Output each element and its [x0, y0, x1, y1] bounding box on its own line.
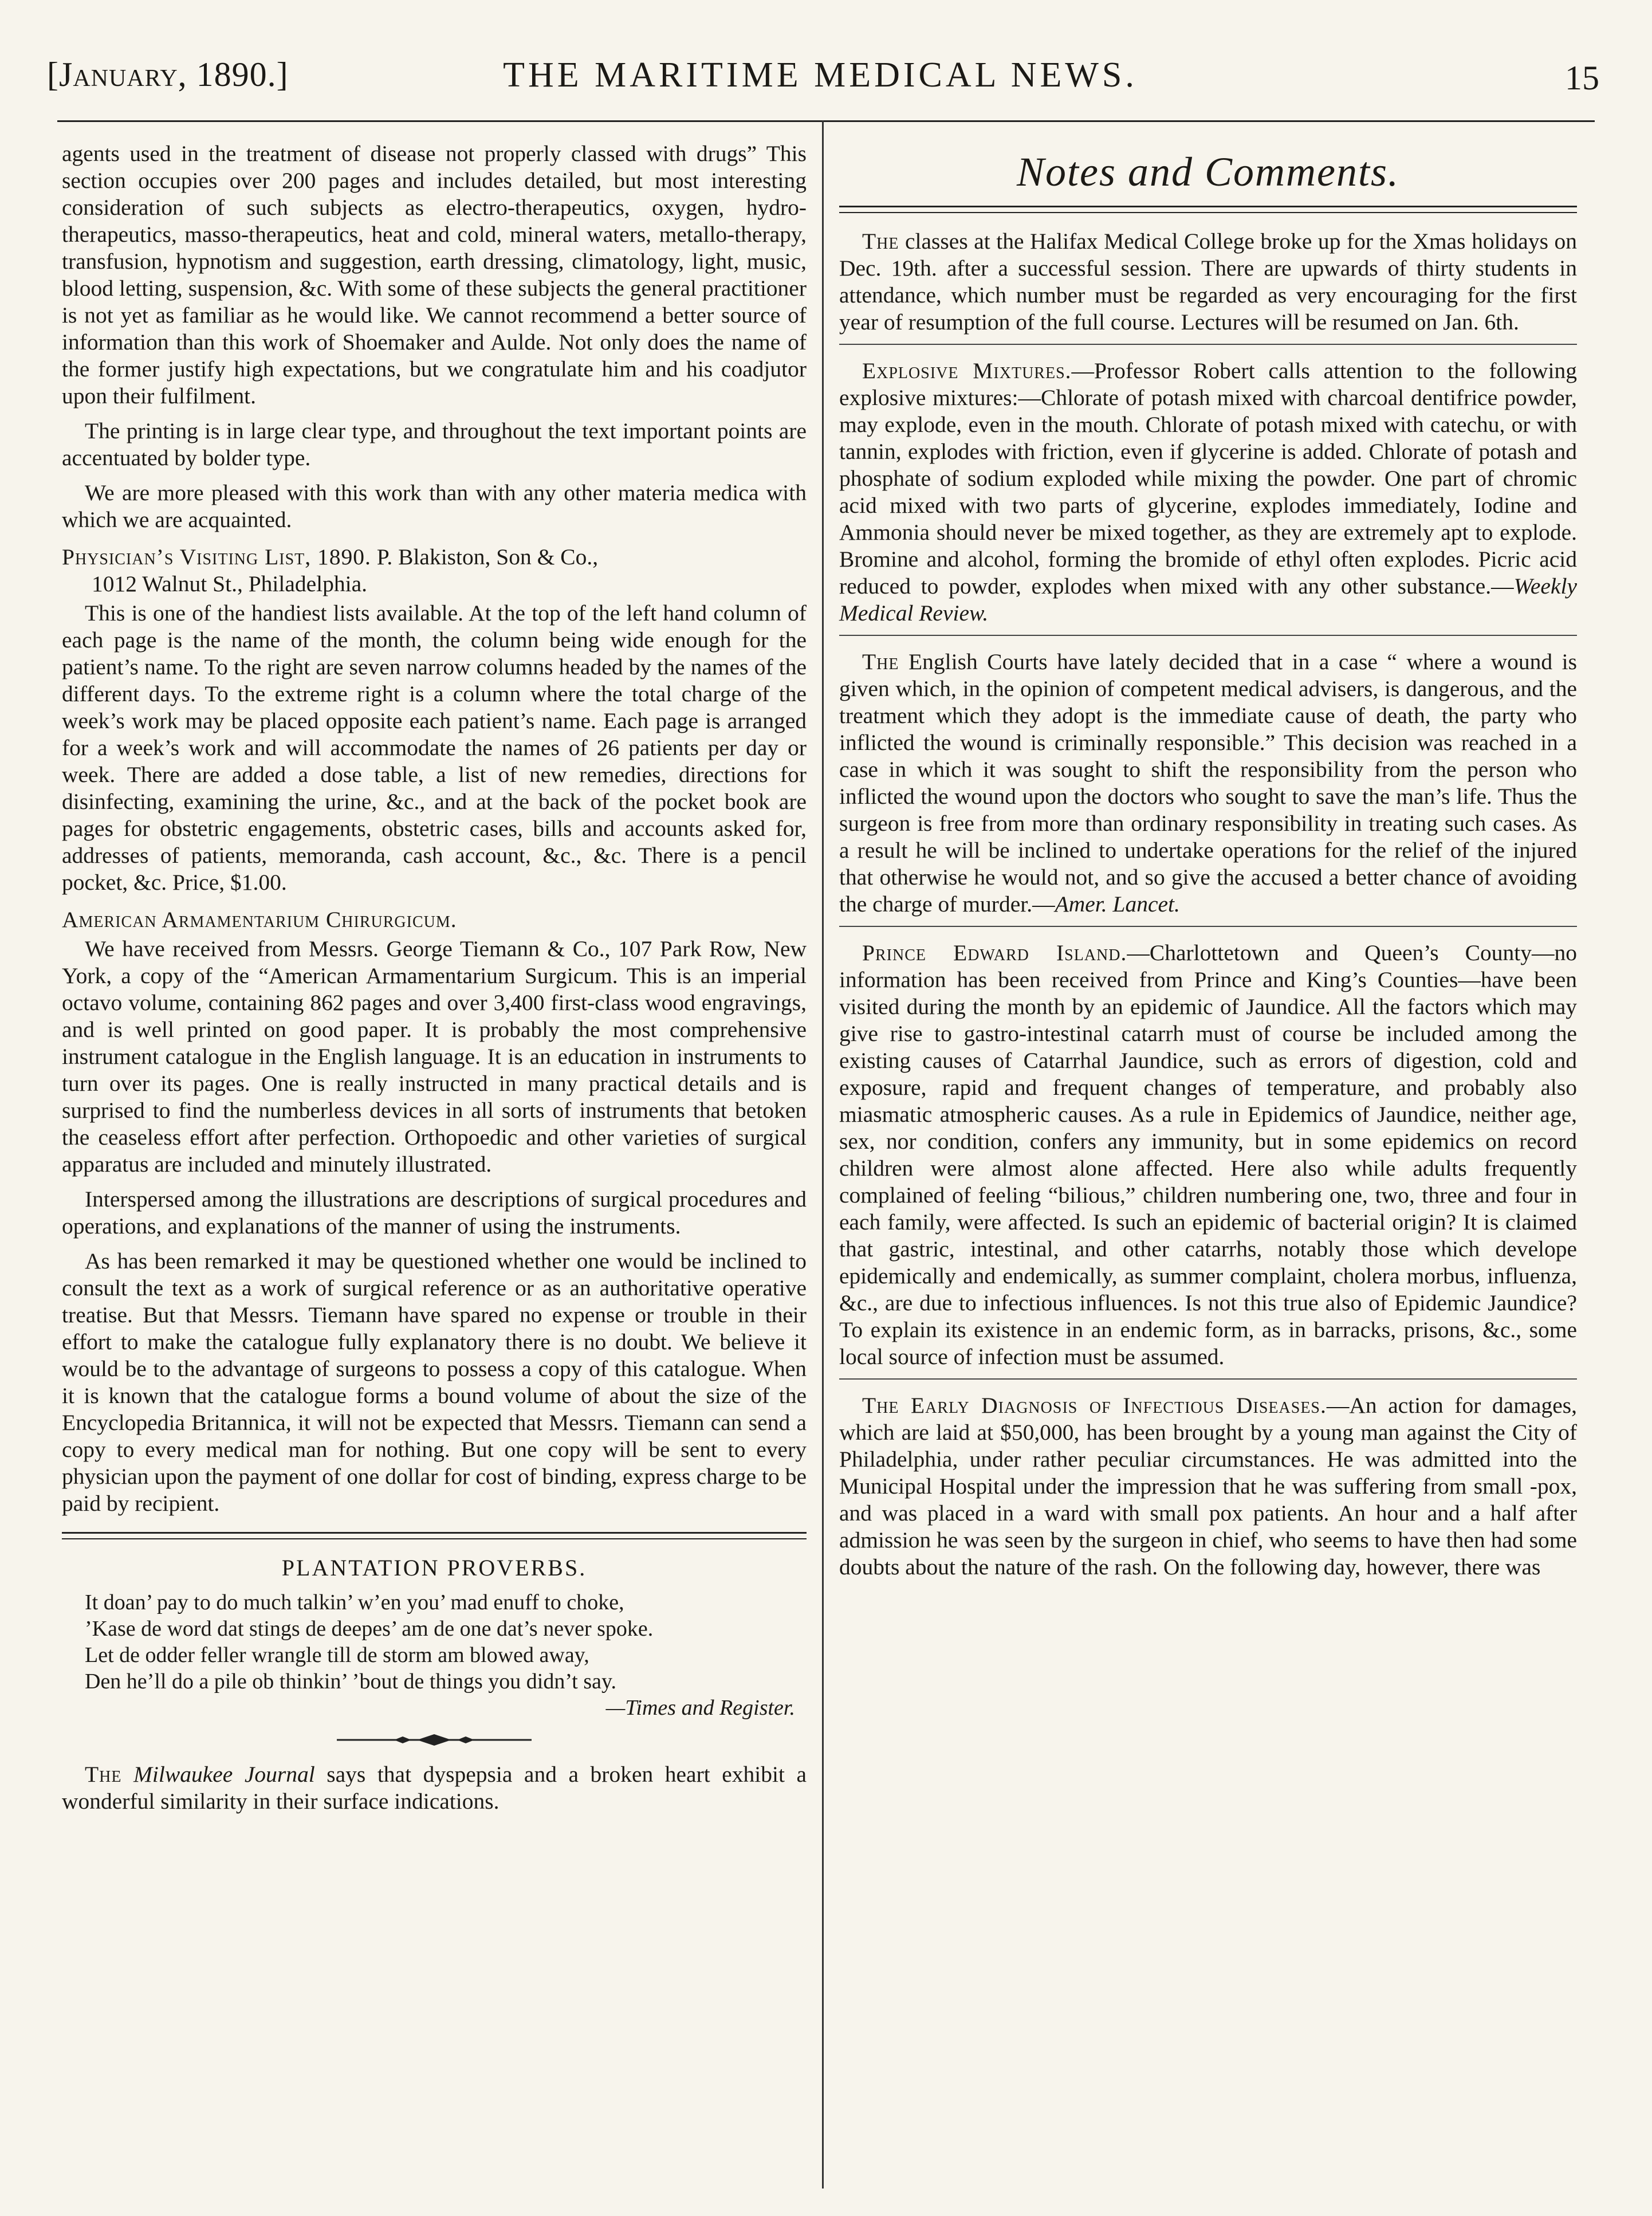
- item-rule: [839, 1378, 1577, 1380]
- proverb-line: Den he’ll do a pile ob thinkin’ ’bout de things you didn’t say.: [85, 1669, 617, 1694]
- paragraph-text: —An action for damages, which are laid at $50,000, has been brought by a young man against the City of Philadelphia, under rather peculiar circumstances. He was admitted into the Municipal Hospital under the impression that he was suffering from small -pox, and was placed in a ward with small pox patients. An hour and a half after admission he was seen by the surgeon in chief, who seems to have then had some doubts about the nature of the rash. On the following day, however, there was: [839, 1393, 1577, 1580]
- right-column: [839, 140, 1577, 1589]
- page-header: [34, 45, 1606, 108]
- paragraph-text: English Courts have lately decided that in a case “ where a wound is given which, in the opinion of competent medical advisers, is dangerous, and the treatment which they adopt is the immediate cause of death, the party who inflicted the wound is criminally responsible.” This decision was reached in a case in which it was sought to shift the responsibility from the person who inflicted the wound upon the doctors who sought to save the man’s life. Thus the surgeon is free from more than ordinary responsibility in treating such cases. As a result he will be inclined to undertake operations for the relief of the injured that otherwise he would not, and so give the accused a better chance of avoiding the charge of murder.—: [839, 649, 1578, 917]
- review-paragraph: We are more pleased with this work than with any other materia medica with which we are acquainted.: [62, 480, 807, 532]
- milwaukee-paragraph: [62, 1761, 807, 1815]
- review-paragraph: agents used in the treatment of disease not properly classed with drugs” This section occupies over 200 pages and includes detailed, but most interesting consideration of such subjects as electro-therapeutics, oxygen, hydro-therapeutics, masso-therapeutics, heat and cold, mineral waters, metallo-therapy, transfusion, hypnotism and suggestion, earth dressing, climatology, light, music, blood letting, suspension, &c. With some of these subjects the general practitioner is not yet as familiar as he would like. We cannot recommend a better source of information than this work of Shoemaker and Aulde. Not only does the name of the former justify high expectations, but we congratulate him and his coadjutor upon their fulfilment.: [62, 141, 807, 408]
- news-item: [839, 649, 1577, 918]
- paragraph-text: says that dyspepsia and a broken heart exhibit a wonderful similarity in their surface indications.: [62, 1762, 807, 1814]
- item-rule: [839, 635, 1577, 636]
- ornament-divider-icon: [337, 1731, 532, 1749]
- review-paragraph: Interspersed among the illustrations are descriptions of surgical procedures and operations, and explanations of the manner of using the instruments.: [62, 1186, 807, 1239]
- item-heading: Explosive Mixtures.: [862, 358, 1072, 383]
- item-rule: [839, 344, 1577, 345]
- paragraph-text: —Charlottetown and Queen’s County—no information has been received from Prince and King’s Counties—have been visited during the month by an epidemic of Jaundice. All the factors which may give rise to gastro-intestinal catarrh must of course be included among the existing causes of Catarrhal Jaundice, such as errors of digestion, cold and exposure, rapid and frequent changes of temperature, and probably also miasmatic atmospheric causes. As a rule in Epidemics of Jaundice, neither age, sex, nor condition, confers any immunity, but in some epidemics on record children were almost alone affected. Here also while adults frequently complained of feeling “bilious,” children numbering one, two, three and four in each family, were affected. Is such an epidemic of bacterial origin? It is claimed that gastric, intestinal, and other catarrhs, notably those which develope epidemically and endemically, as summer complaint, cholera morbus, influenza, &c., are due to infectious influences. Is not this true also of Epidemic Jaundice? To explain its existence in an endemic form, as in barracks, prisons, &c., some local source of infection must be assumed.: [839, 940, 1578, 1369]
- review-paragraph: As has been remarked it may be questioned whether one would be inclined to consult the text as a work of surgical reference or as an authoritative operative treatise. But that Messrs. Tiemann have spared no expense or trouble in their effort to make the catalogue fully explanatory there is no doubt. We believe it would be to the advantage of surgeons to possess a copy of this catalogue. When it is known that the catalogue forms a bound volume of about the size of the Encyclopedia Britannica, it will not be expected that Messrs. Tiemann can send a copy to every medical man for nothing. But one copy will be sent to every physician upon the payment of one dollar for cost of binding, express charge to be paid by recipient.: [62, 1248, 807, 1516]
- left-column: [62, 140, 807, 1823]
- header-rule: [57, 120, 1595, 122]
- item-heading: The Early Diagnosis of Infectious Diseases.: [862, 1393, 1327, 1418]
- book-title: American Armamentarium Chirurgicum.: [62, 907, 457, 932]
- proverbs-title: PLANTATION PROVERBS.: [281, 1555, 587, 1581]
- item-source: Amer. Lancet.: [1055, 891, 1180, 917]
- proverbs-source: —Times and Register.: [605, 1696, 795, 1720]
- section-rule: [839, 206, 1577, 213]
- proverb-line: It doan’ pay to do much talkin’ w’en you’ mad enuff to choke,: [85, 1590, 624, 1614]
- book-address: 1012 Walnut St., Philadelphia.: [92, 571, 368, 596]
- review-paragraph: This is one of the handiest lists available. At the top of the left hand column of each page is the name of the month, the column being wide enough for the patient’s name. To the right are seven narrow columns headed by the names of the different days. To the extreme right is a column where the total charge of the week’s work may be placed opposite each patient’s name. Each page is arranged for a week’s work and will accommodate the names of 26 patients per day or week. There are added a dose table, a list of new remedies, directions for disinfecting, examining the urine, &c., and at the back of the pocket book are pages for obstetric engagements, obstetric cases, bills and accounts asked for, addresses of patients, memoranda, cash account, &c., &c. There is a pencil pocket, &c. Price, $1.00.: [62, 600, 807, 895]
- news-item: [839, 228, 1577, 336]
- issue-date: [January, 1890.]: [47, 56, 289, 93]
- review-paragraph: The printing is in large clear type, and throughout the text important points are accentuated by bolder type.: [62, 418, 807, 470]
- news-item: [839, 1392, 1577, 1581]
- journal-name: Milwaukee Journal: [133, 1762, 315, 1787]
- lead-word: The: [862, 649, 899, 674]
- item-rule: [839, 926, 1577, 927]
- item-source: Weekly Medical Review.: [839, 573, 1577, 626]
- column-divider: [822, 120, 824, 2189]
- section-rule: [62, 1532, 807, 1539]
- proverb-line: ’Kase de word dat stings de deepes’ am de one dat’s never spoke.: [85, 1617, 654, 1641]
- item-heading: Prince Edward Island.: [862, 940, 1127, 965]
- proverb-line: Let de odder feller wrangle till de storm am blowed away,: [85, 1643, 589, 1667]
- lead-word: The: [85, 1762, 122, 1787]
- lead-word: The: [862, 229, 899, 254]
- news-item: [839, 940, 1577, 1370]
- proverbs-section: [62, 1532, 807, 1749]
- journal-title: THE MARITIME MEDICAL NEWS.: [503, 56, 1138, 95]
- book-title: Physician’s Visiting List, 1890.: [62, 544, 371, 569]
- review-paragraph: We have received from Messrs. George Tiemann & Co., 107 Park Row, New York, a copy of the “American Armamentarium Surgicum. This is an imperial octavo volume, containing 862 pages and over 3,400 first-class wood engravings, and is well printed on good paper. It is probably the most comprehensive instrument catalogue in the English language. It is an education in instruments to turn over its pages. One is really instructed in many practical details and is surprised to find the numberless devices in all sorts of instruments that betoken the ceaseless effort after perfection. Orthopoedic and other varieties of surgical apparatus are included and minutely illustrated.: [62, 936, 807, 1177]
- page-number: 15: [1565, 59, 1599, 97]
- news-item: [839, 357, 1577, 627]
- paragraph-text: classes at the Halifax Medical College broke up for the Xmas holidays on Dec. 19th. after a successful session. There are upwards of thirty students in attendance, which number must be regarded as very encouraging for the first year of resumption of the full course. Lectures will be resumed on Jan. 6th.: [839, 229, 1577, 335]
- section-title: Notes and Comments.: [1017, 149, 1399, 195]
- book-publisher: P. Blakiston, Son & Co.,: [376, 544, 599, 569]
- paragraph-text: —Professor Robert calls attention to the following explosive mixtures:—Chlorate of potash mixed with charcoal dentifrice powder, may explode, even in the mouth. Chlorate of potash mixed with catechu, or with tannin, explodes with friction, even if glycerine is added. Chlorate of potash and phosphate of sodium exploded while mixing the powder. One part of chromic acid mixed with two parts of glycerine, explodes immediately, Iodine and Ammonia should never be mixed together, as they are extremely apt to explode. Bromine and alcohol, forming the bromide of ethyl often explodes. Picric acid reduced to powder, explodes when mixed with any other substance.—: [839, 358, 1577, 599]
- book-entry-heading: [62, 544, 807, 598]
